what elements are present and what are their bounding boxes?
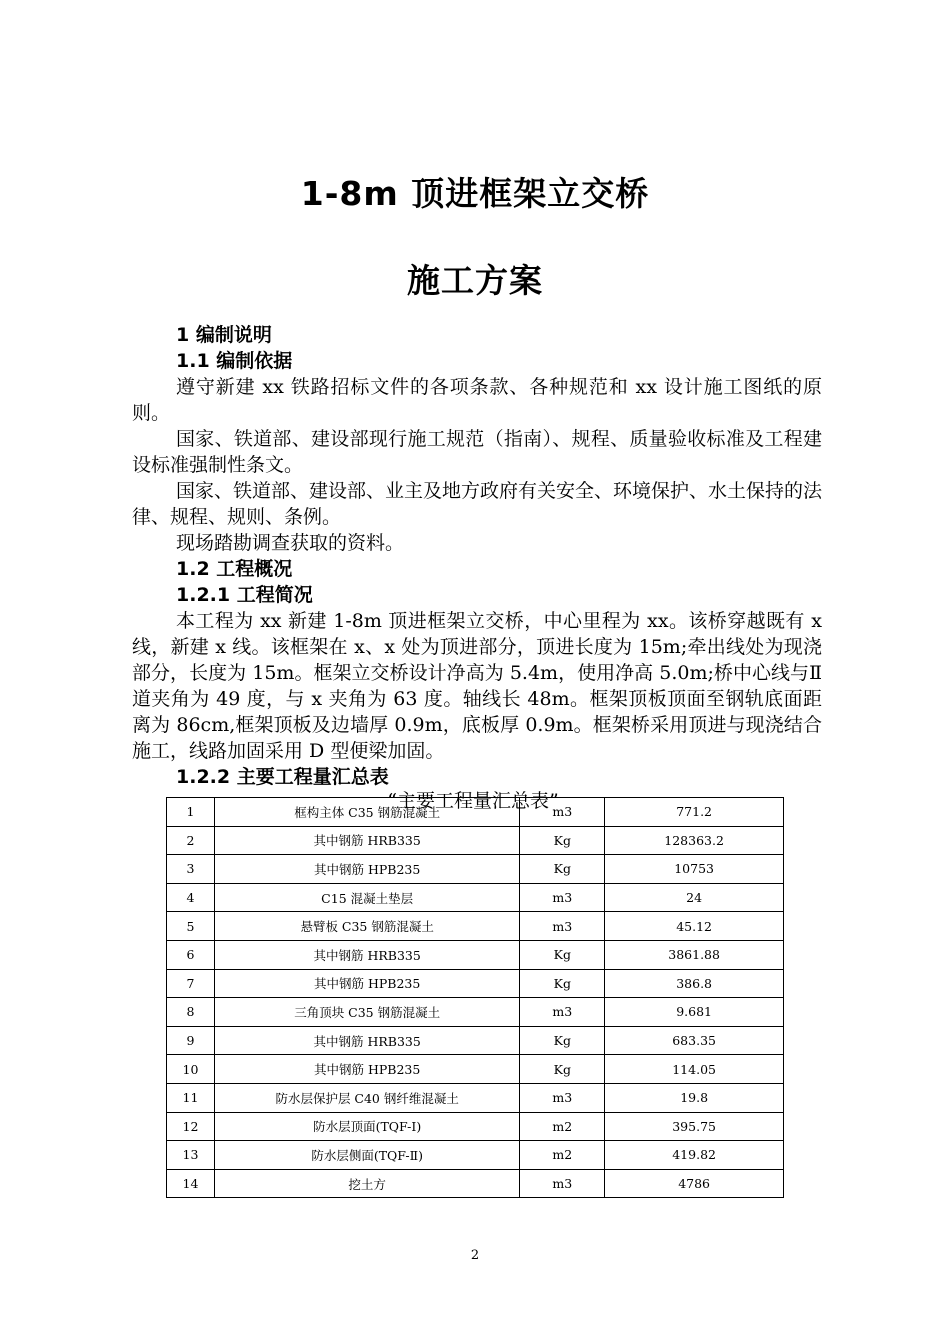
paragraph-basis-3: 国家、铁道部、建设部、业主及地方政府有关安全、环境保护、水土保持的法律、规程、规则、条例。 xyxy=(132,480,823,528)
cell-item-name: 其中钢筋 HPB235 xyxy=(214,855,519,884)
document-body xyxy=(132,322,822,812)
section-heading-1-1: 1.1 编制依据 xyxy=(176,350,293,372)
section-heading-1-2-2: 1.2.2 主要工程量汇总表 xyxy=(176,766,389,788)
document-title: 1-8m 顶进框架立交桥 xyxy=(300,174,650,213)
cell-quantity: 4786 xyxy=(605,1169,784,1198)
table-row xyxy=(167,883,784,912)
cell-quantity: 683.35 xyxy=(605,1026,784,1055)
cell-unit: Kg xyxy=(520,940,605,969)
cell-item-name: 悬臂板 C35 钢筋混凝土 xyxy=(214,912,519,941)
cell-quantity: 114.05 xyxy=(605,1055,784,1084)
cell-row-number: 9 xyxy=(167,1026,215,1055)
cell-quantity: 128363.2 xyxy=(605,826,784,855)
cell-quantity: 395.75 xyxy=(605,1112,784,1141)
cell-quantity: 19.8 xyxy=(605,1083,784,1112)
cell-row-number: 3 xyxy=(167,855,215,884)
cell-unit: Kg xyxy=(520,855,605,884)
cell-quantity: 771.2 xyxy=(605,798,784,827)
cell-unit: m2 xyxy=(520,1112,605,1141)
table-caption: “主要工程量汇总表” xyxy=(387,790,559,812)
cell-quantity: 10753 xyxy=(605,855,784,884)
cell-row-number: 11 xyxy=(167,1083,215,1112)
page-number: 2 xyxy=(470,1248,480,1263)
cell-item-name: 其中钢筋 HPB235 xyxy=(214,969,519,998)
cell-quantity: 24 xyxy=(605,883,784,912)
cell-item-name: 防水层顶面(TQF-Ⅰ) xyxy=(214,1112,519,1141)
cell-unit: m2 xyxy=(520,1141,605,1170)
cell-item-name: 防水层保护层 C40 钢纤维混凝土 xyxy=(214,1083,519,1112)
cell-row-number: 1 xyxy=(167,798,215,827)
table-row xyxy=(167,998,784,1027)
section-heading-1: 1 编制说明 xyxy=(176,324,272,346)
cell-row-number: 13 xyxy=(167,1141,215,1170)
table-row xyxy=(167,826,784,855)
cell-item-name: 其中钢筋 HPB235 xyxy=(214,1055,519,1084)
cell-item-name: 其中钢筋 HRB335 xyxy=(214,826,519,855)
cell-row-number: 5 xyxy=(167,912,215,941)
table-row xyxy=(167,969,784,998)
cell-item-name: 三角顶块 C35 钢筋混凝土 xyxy=(214,998,519,1027)
cell-unit: m3 xyxy=(520,912,605,941)
cell-unit: m3 xyxy=(520,998,605,1027)
cell-row-number: 6 xyxy=(167,940,215,969)
cell-item-name: 挖土方 xyxy=(214,1169,519,1198)
cell-row-number: 10 xyxy=(167,1055,215,1084)
cell-unit: m3 xyxy=(520,798,605,827)
cell-item-name: C15 混凝土垫层 xyxy=(214,883,519,912)
quantities-table-body xyxy=(167,798,784,1198)
cell-unit: m3 xyxy=(520,883,605,912)
cell-unit: Kg xyxy=(520,1055,605,1084)
cell-unit: m3 xyxy=(520,1169,605,1198)
table-row xyxy=(167,1112,784,1141)
table-row xyxy=(167,1026,784,1055)
cell-quantity: 9.681 xyxy=(605,998,784,1027)
table-row xyxy=(167,855,784,884)
cell-quantity: 386.8 xyxy=(605,969,784,998)
table-row xyxy=(167,798,784,827)
table-row xyxy=(167,1141,784,1170)
cell-unit: Kg xyxy=(520,969,605,998)
cell-row-number: 12 xyxy=(167,1112,215,1141)
cell-quantity: 3861.88 xyxy=(605,940,784,969)
paragraph-basis-1: 遵守新建 xx 铁路招标文件的各项条款、各种规范和 xx 设计施工图纸的原则。 xyxy=(132,376,822,424)
cell-quantity: 419.82 xyxy=(605,1141,784,1170)
section-heading-1-2: 1.2 工程概况 xyxy=(176,558,293,580)
cell-row-number: 8 xyxy=(167,998,215,1027)
cell-unit: m3 xyxy=(520,1083,605,1112)
cell-unit: Kg xyxy=(520,826,605,855)
cell-row-number: 4 xyxy=(167,883,215,912)
table-row xyxy=(167,912,784,941)
section-heading-1-2-1: 1.2.1 工程简况 xyxy=(176,584,313,606)
cell-item-name: 框构主体 C35 钢筋混凝土 xyxy=(214,798,519,827)
paragraph-basis-4: 现场踏勘调查获取的资料。 xyxy=(176,532,405,554)
cell-row-number: 2 xyxy=(167,826,215,855)
table-row xyxy=(167,1083,784,1112)
cell-quantity: 45.12 xyxy=(605,912,784,941)
cell-item-name: 防水层侧面(TQF-Ⅱ) xyxy=(214,1141,519,1170)
cell-item-name: 其中钢筋 HRB335 xyxy=(214,940,519,969)
cell-row-number: 7 xyxy=(167,969,215,998)
cell-unit: Kg xyxy=(520,1026,605,1055)
table-row xyxy=(167,940,784,969)
paragraph-overview: 本工程为 xx 新建 1-8m 顶进框架立交桥，中心里程为 xx。该桥穿越既有 x 线，新建 x 线。该框架在 x、x 处为顶进部分，顶进长度为 15m;牵出线处为现浇部分，长度为 15m。框架立交桥设计净高为 5.4m，使用净高 5.0m;桥中心线与Ⅱ道夹角为 49 度，与 x 夹角为 63 度。轴线长 48m。框架顶板顶面至钢轨底面距离为 86cm,框架顶板及边墙厚 0.9m，底板厚 0.9m。框架桥采用顶进与现浇结合施工，线路加固采用 D 型便梁加固。 xyxy=(132,610,822,762)
cell-item-name: 其中钢筋 HRB335 xyxy=(214,1026,519,1055)
table-row xyxy=(167,1055,784,1084)
quantities-table xyxy=(166,797,784,1198)
paragraph-basis-2: 国家、铁道部、建设部现行施工规范（指南）、规程、质量验收标准及工程建设标准强制性条文。 xyxy=(132,428,822,476)
document-subtitle: 施工方案 xyxy=(407,261,543,300)
cell-row-number: 14 xyxy=(167,1169,215,1198)
table-row xyxy=(167,1169,784,1198)
